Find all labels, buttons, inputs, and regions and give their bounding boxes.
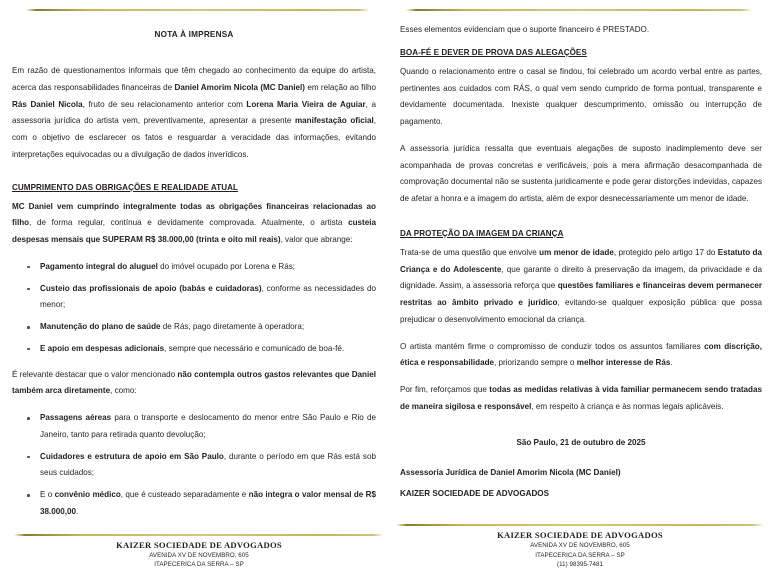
footer-phone: (11) 98395-7481 [556,560,604,568]
cip3-text-1: Por fim, reforçamos que [400,385,490,394]
intro-bold-1: Daniel Amorim Nicola (MC Daniel) [174,82,305,92]
cip2-text-2: , priorizando sempre o [494,358,577,368]
footer-address-line-2: ITAPECERICA DA SERRA – SP [154,560,244,568]
obligations-text-2: , valor que abrange: [280,235,353,244]
child-image-paragraph-3 [400,382,762,416]
footer-gold-rule [396,524,764,526]
intro-text-5: , com o objetivo de esclarecer os fatos e resguardar a veracidade das informações, evitando interpretações equivocadas ou a divulgação de dados inverídicos. [12,116,376,159]
intro-paragraph [12,63,376,164]
header-gold-rule [26,9,370,11]
bullet-bold: Passagens aéreas [40,413,112,422]
cip1-text-1: Trata-se de uma questão que envolve [400,247,540,257]
bullet-bold-2: não integra o valor mensal de R$ 38.000,00 [40,490,376,516]
cip3-text-2: , em respeito à criança e às normas legais aplicáveis. [531,401,724,411]
section-heading-child-image: DA PROTEÇÃO DA IMAGEM DA CRIANÇA [400,228,564,238]
bullet-text: , conforme as necessidades do menor; [40,283,377,310]
intro-text-3: , fruto de seu relacionamento anterior com [82,99,247,109]
bullet-bold: convênio médico [54,490,121,499]
bullet-text: . [76,506,79,516]
cip1-text-4: , evitando-se qualquer exposição pública que possa prejudicar o desenvolvimento emocional da criança. [400,298,762,324]
obligations-paragraph [12,199,376,249]
intro-text-2: em relação ao filho [304,82,377,92]
section-heading-obligations: CUMPRIMENTO DAS OBRIGAÇÕES E REALIDADE ATUAL [12,182,238,192]
obligations-text-1: , de forma regular, contínua e devidamente comprovada. Atualmente, o artista [29,218,349,228]
list-item [12,281,376,315]
footer-gold-rule [14,534,384,536]
bridge-bold-1: não contempla outros gastos relevantes que Daniel também arca diretamente [12,369,376,396]
bullet-bold: Cuidadores e estrutura de apoio em São Paulo [40,451,224,461]
footer-address-line-2: ITAPECERICA DA SERRA – SP [535,551,625,559]
signature-legal-team: Assessoria Jurídica de Daniel Amorim Nicola (MC Daniel) [400,467,621,477]
obligations-bullet-list [12,259,376,358]
list-item [12,341,376,358]
list-item [12,410,376,444]
bullet-text: de Rás, pago diretamente à operadora; [160,322,305,331]
date-location-line: São Paulo, 21 de outubro de 2025 [516,437,646,447]
good-faith-paragraph-1: Quando o relacionamento entre o casal se findou, foi celebrado um acordo verbal entre as partes, pertinentes aos cuidados com RÁS, o qual vem sendo cumprido de forma pontual, transparente e devidamente documentada. Inexiste qualquer descumprimento, omissão ou interrupção de pagamento. [400,66,762,126]
good-faith-paragraph-2: A assessoria jurídica ressalta que eventuais alegações de suposto inadimplemento deve ser acompanhada de provas concretas e verificáveis, pois a mera afirmação desacompanhada de comprovação documental não se sustenta juridicamente e pode gerar distorções indevidas, capazes de afetar a honra e a imagem do artista, além de expor desnecessariamente um menor de idade. [400,143,762,203]
intro-bold-3: Lorena Maria Vieira de Aguiar [246,99,366,109]
bullet-text: do imóvel ocupado por Lorena e Rás; [157,261,296,271]
child-image-paragraph-2 [400,339,762,373]
obligations-bold-2: custeia despesas mensais que SUPERAM R$ 38.000,00 (trinta e oito mil reais) [12,218,376,244]
footer-firm-name: KAIZER SOCIEDADE DE ADVOGADOS [497,530,663,541]
bullet-mid: , que é custeado separadamente e [120,490,249,499]
cip1-text-3: , que garante o direito à preservação da imagem, da privacidade e da dignidade. Assim, a assessoria reforça que [400,264,763,291]
cip1-bold-2: Estatuto da Criança e do Adolescente [400,247,762,274]
cip2-text-1: O artista mantém firme o compromisso de conduzir todos os assuntos familiares [400,341,705,351]
page-column-right [390,0,774,577]
bullet-bold: Manutenção do plano de saúde [40,322,161,331]
cip1-bold-1: um menor de idade [539,247,614,257]
bullet-text: , durante o período em que Rás está sob seus cuidados; [40,451,376,478]
obligations-bold-1: MC Daniel vem cumprindo integralmente todas as obrigações financeiras relacionadas ao filho [12,201,376,228]
additional-costs-bullet-list [12,410,376,521]
list-item [12,487,376,521]
intro-text-4: , a assessoria jurídica do artista vem, preventivamente, apresentar a presente [12,99,376,126]
footer-firm-name: KAIZER SOCIEDADE DE ADVOGADOS [116,539,282,550]
intro-text-1: Em razão de questionamentos informais que têm chegado ao conhecimento da equipe do artista, acerca das responsabilidades financeiras de [12,66,376,92]
cip2-text-3: . [670,358,673,368]
bullet-bold: E apoio em despesas adicionais [40,343,165,353]
cip2-bold-2: melhor interesse de Rás [576,358,671,368]
child-image-paragraph-1 [400,245,762,329]
page-title: NOTA À IMPRENSA [154,30,234,39]
lead-paragraph: Esses elementos evidenciam que o suporte financeiro é PRESTADO. [400,25,650,34]
cip2-bold-1: com discrição, ética e responsabilidade [400,341,763,368]
cip1-bold-3: questões familiares e financeiras devem permanecer restritas ao âmbito privado e jurídico [400,281,762,307]
bridge-paragraph [12,367,376,401]
list-item [12,449,376,483]
bridge-text-2: , como: [110,386,137,396]
signature-firm: KAIZER SOCIEDADE DE ADVOGADOS [400,488,549,498]
header-gold-rule [406,9,752,11]
page-footer-left [0,534,390,577]
list-item [12,259,376,276]
footer-address-line-1: AVENIDA XV DE NOVEMBRO, 605 [149,551,249,559]
intro-bold-2: Rás Daniel Nicola [12,99,83,109]
bullet-text: , sempre que necessário e comunicado de boa-fé. [164,343,345,353]
bullet-text: para o transporte e deslocamento do menor entre São Paulo e Rio de Janeiro, tanto para retirada quanto devolução; [40,413,376,439]
bridge-text-1: É relevante destacar que o valor mencionado [12,369,178,379]
footer-address-line-1: AVENIDA XV DE NOVEMBRO, 605 [530,542,630,550]
bullet-prefix: E o [40,490,55,499]
cip1-text-2: , protegido pelo artigo 17 do [613,247,718,257]
list-item [12,319,376,336]
intro-bold-4: manifestação oficial [294,116,374,126]
section-heading-good-faith: BOA-FÉ E DEVER DE PROVA DAS ALEGAÇÕES [400,47,587,57]
cip3-bold-1: todas as medidas relativas à vida familiar permanecem sendo tratadas de maneira sigilosa e responsável [400,385,762,411]
bullet-bold: Custeio das profissionais de apoio (babás e cuidadoras) [40,283,262,293]
bullet-bold: Pagamento integral do aluguel [40,261,158,271]
page-footer-right [390,524,774,577]
